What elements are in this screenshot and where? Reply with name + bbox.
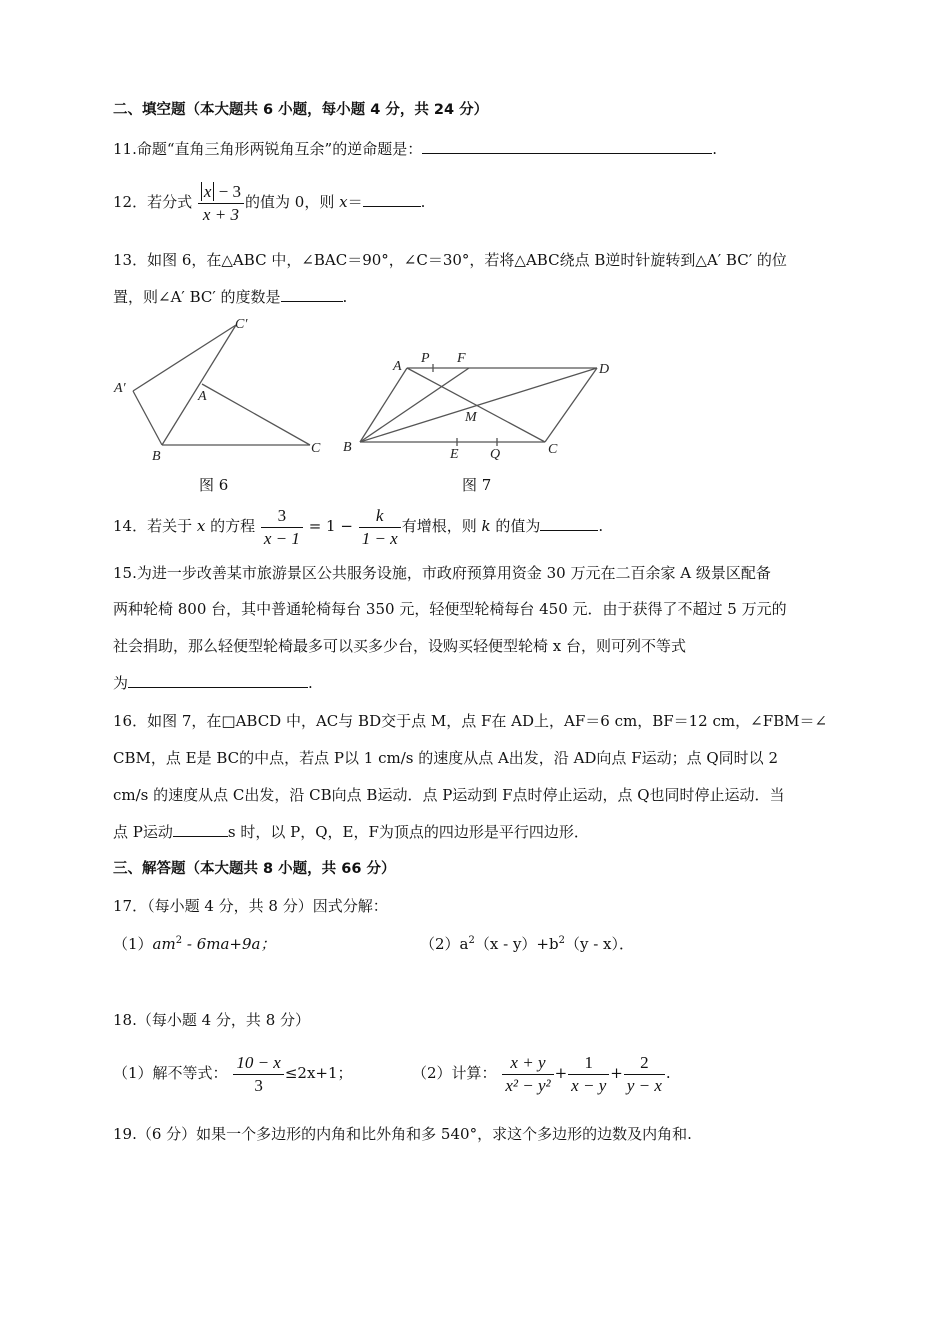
fig7-label-d: D	[599, 362, 610, 377]
fig6-label-b: B	[152, 449, 161, 464]
question-17-title: 17．（每小题 4 分，共 8 分）因式分解：	[113, 897, 388, 915]
question-18-title: 18.（每小题 4 分，共 8 分）	[113, 1011, 311, 1029]
fig6-edge-a1b	[133, 391, 162, 445]
figure-7-caption: 图 7	[462, 476, 492, 494]
q13-answer-blank[interactable]	[281, 287, 343, 302]
fig6-label-c-prime: C′	[235, 317, 248, 332]
figure-6-caption: 图 6	[199, 476, 229, 494]
q14-answer-blank[interactable]	[540, 516, 598, 531]
fig7-label-f: F	[457, 351, 466, 366]
q18-fraction-3: $\frac{1}{x - y}$	[568, 1052, 609, 1097]
q11-answer-blank[interactable]	[422, 139, 712, 154]
fig7-edge-bd	[360, 368, 597, 442]
question-16-line3: cm/s 的速度从点 C出发，沿 CB向点 B运动．点 P运动到 F点时停止运动，点 Q也同时停止运动．当	[113, 786, 785, 804]
fig6-edge-c1b	[162, 325, 236, 445]
figure-7	[335, 340, 625, 465]
q18-fraction-4: $\frac{2}{y - x}$	[624, 1052, 665, 1097]
fig7-label-p: P	[421, 351, 430, 366]
q15-answer-blank[interactable]	[128, 673, 308, 688]
fig6-label-a-prime: A′	[114, 381, 126, 396]
q11-text: 11.命题“直角三角形两锐角互余”的逆命题是：	[113, 140, 423, 158]
fig7-label-q: Q	[490, 447, 501, 462]
section-2-title: 二、填空题（本大题共 6 小题，每小题 4 分，共 24 分）	[113, 102, 489, 118]
q18-fraction-1: $\frac{10 - x}{3}$	[233, 1052, 284, 1097]
question-13-line2: 置，则∠A′ BC′ 的度数是 .	[113, 288, 348, 306]
question-18-part2: （2）计算： $\frac{x + y}{\text{x² − y²}}$ + $\frac{1}{x - y}$ + $\frac{2}{y - x}$ .	[412, 1052, 671, 1095]
figure-6	[110, 312, 330, 472]
question-18-part1: （1）解不等式： $\frac{10 - x}{3}$ ≤2x+1；	[113, 1052, 353, 1095]
fig7-edge-dc	[545, 368, 597, 442]
fig7-label-b: B	[343, 440, 352, 455]
question-16-line2: CBM，点 E是 BC的中点，若点 P以 1 cm/s 的速度从点 A出发，沿 AD向点 F运动；点 Q同时以 2	[113, 749, 778, 767]
question-12: 12．若分式 $\frac{x - 3}{x + 3}$ 的值为 0，则 x＝ .	[113, 181, 426, 224]
section-3-title: 三、解答题（本大题共 8 小题，共 66 分）	[113, 861, 396, 877]
fig7-label-e: E	[450, 447, 459, 462]
question-17-part2: $(2)a^2(x - y)+b^2(y - x)$．	[420, 935, 635, 953]
fig7-label-m: M	[465, 410, 477, 425]
fig7-edge-ab	[360, 368, 407, 442]
question-15-line1: 15.为进一步改善某市旅游景区公共服务设施，市政府预算用资金 30 万元在二百余家 A 级景区配备	[113, 564, 771, 582]
fig7-edge-bf	[360, 368, 469, 442]
fig7-label-a: A	[393, 359, 402, 374]
question-14: 14．若关于 x 的方程 $\frac{3}{x - 1}$ = 1 − $\frac{k}{1 - x}$ 有增根，则 k 的值为 .	[113, 505, 604, 548]
question-15-line4: 为 .	[113, 674, 313, 692]
question-17-part1: $(1)am^2 - 6ma+9a$；	[113, 935, 276, 953]
question-15-line2: 两种轮椅 800 台，其中普通轮椅每台 350 元，轻便型轮椅每台 450 元．由于获得了不超过 5 万元的	[113, 600, 787, 618]
question-11: 11.命题“直角三角形两锐角互余”的逆命题是： .	[113, 140, 717, 158]
q14-fraction-2: $\frac{k}{1 - x}$	[359, 505, 401, 550]
q14-fraction-1: $\frac{3}{x - 1}$	[261, 505, 303, 550]
question-16-line1: 16．如图 7，在□ABCD 中，AC与 BD交于点 M，点 F在 AD上，AF＝6 cm，BF＝12 cm，∠FBM＝∠	[113, 712, 828, 730]
question-19: 19.（6 分）如果一个多边形的内角和比外角和多 540°，求这个多边形的边数及内角和.	[113, 1125, 692, 1143]
fig6-label-a: A	[198, 389, 207, 404]
question-13-line1: 13．如图 6，在△ABC 中，∠BAC＝90°，∠C＝30°，若将△ABC绕点 B逆时针旋转到△A′ BC′ 的位	[113, 251, 787, 269]
q12-answer-blank[interactable]	[363, 192, 421, 207]
fig6-edge-a1c1	[133, 325, 236, 391]
q16-answer-blank[interactable]	[173, 822, 228, 837]
q12-fraction: $\frac{x - 3}{x + 3}$	[198, 181, 244, 226]
fig6-label-c: C	[311, 441, 321, 456]
question-15-line3: 社会捐助，那么轻便型轮椅最多可以买多少台，设购买轻便型轮椅 x 台，则可列不等式	[113, 637, 686, 655]
question-16-line4: 点 P运动 s 时，以 P，Q，E，F为顶点的四边形是平行四边形．	[113, 823, 589, 841]
fig7-edge-ac	[407, 368, 545, 442]
fig6-edge-ac	[202, 384, 310, 445]
fig7-label-c: C	[548, 442, 558, 457]
q18-fraction-2: $\frac{x + y}{\text{x² − y²}}$	[502, 1052, 553, 1097]
